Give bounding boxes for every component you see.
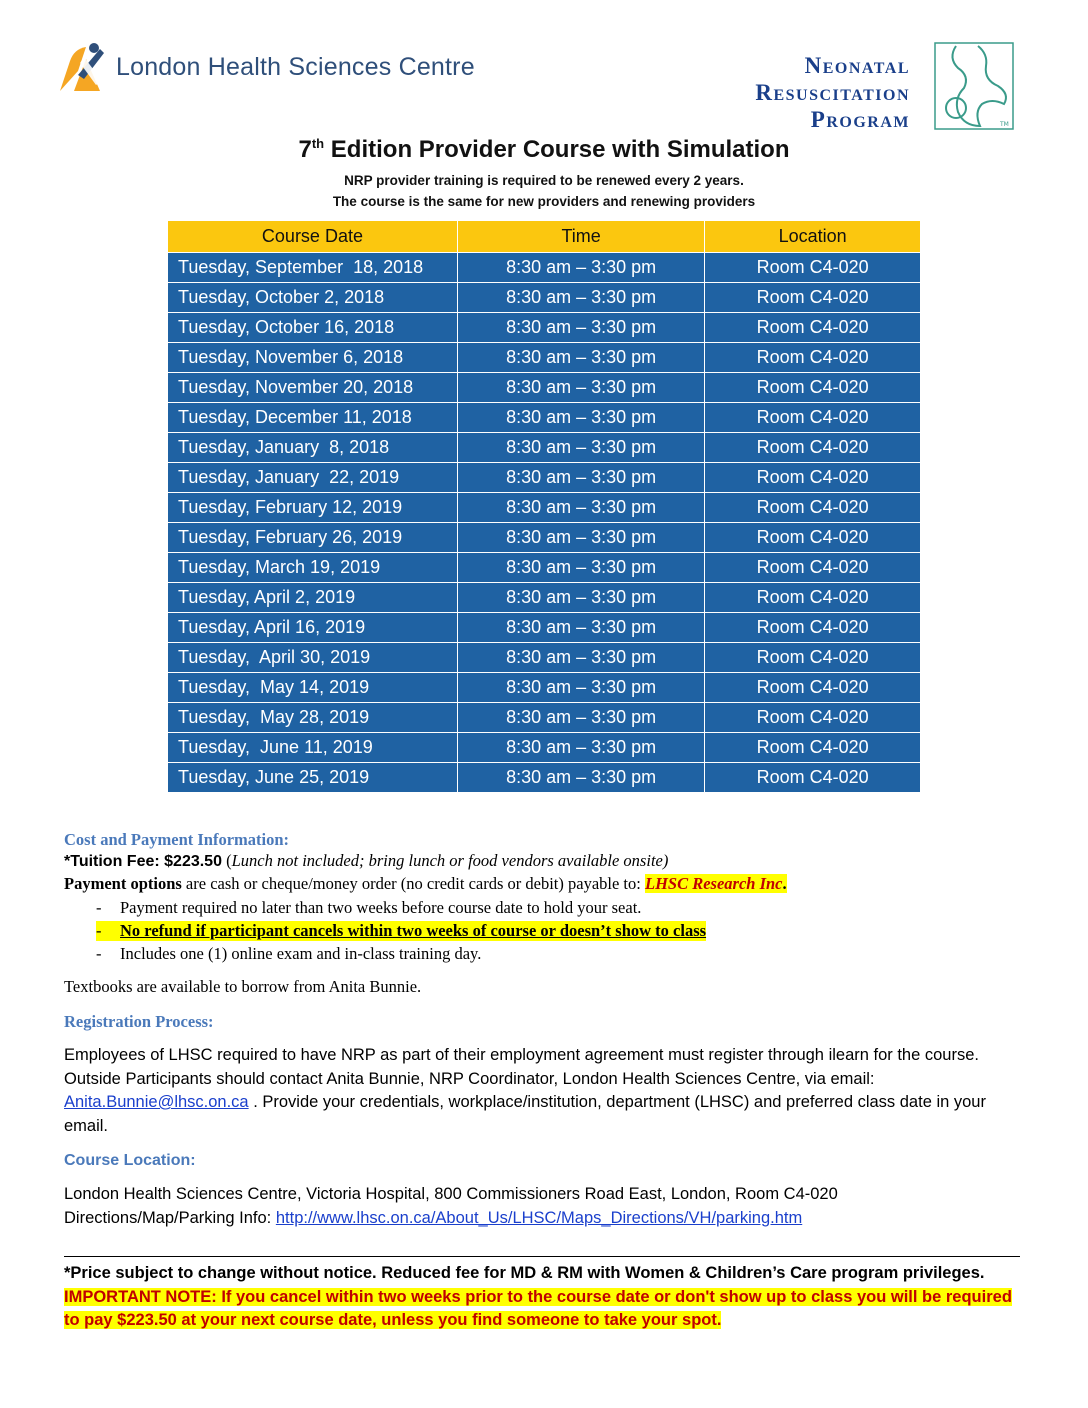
cell-time: 8:30 am – 3:30 pm bbox=[457, 673, 704, 703]
cell-location: Room C4-020 bbox=[705, 283, 921, 313]
cell-time: 8:30 am – 3:30 pm bbox=[457, 763, 704, 793]
location-heading: Course Location: bbox=[64, 1152, 196, 1169]
cell-course-date: Tuesday, February 12, 2019 bbox=[168, 493, 458, 523]
registration-text-1: Employees of LHSC required to have NRP as part of their employment agreement must register through ilearn for the course. Outside Participants should contact Anita Bunnie, NRP Coordinator, London Health Sciences Centre, via email: bbox=[64, 1046, 979, 1088]
cell-time: 8:30 am – 3:30 pm bbox=[457, 523, 704, 553]
cell-time: 8:30 am – 3:30 pm bbox=[457, 403, 704, 433]
cell-time: 8:30 am – 3:30 pm bbox=[457, 343, 704, 373]
table-row bbox=[168, 643, 921, 673]
cell-course-date: Tuesday, April 2, 2019 bbox=[168, 583, 458, 613]
cell-course-date: Tuesday, October 2, 2018 bbox=[168, 283, 458, 313]
directions-line bbox=[64, 1209, 802, 1228]
cell-location: Room C4-020 bbox=[705, 613, 921, 643]
lhsc-logo bbox=[56, 40, 476, 94]
cell-time: 8:30 am – 3:30 pm bbox=[457, 463, 704, 493]
table-row bbox=[168, 463, 921, 493]
table-row bbox=[168, 343, 921, 373]
tuition-note: Lunch not included; bring lunch or food vendors available onsite) bbox=[231, 851, 669, 870]
org-name: London Health Sciences Centre bbox=[116, 52, 475, 81]
table-row bbox=[168, 373, 921, 403]
cell-time: 8:30 am – 3:30 pm bbox=[457, 613, 704, 643]
course-schedule-table bbox=[167, 220, 921, 793]
cell-location: Room C4-020 bbox=[705, 643, 921, 673]
page-title bbox=[0, 136, 1088, 164]
cell-course-date: Tuesday, January 8, 2018 bbox=[168, 433, 458, 463]
cell-course-date: Tuesday, March 19, 2019 bbox=[168, 553, 458, 583]
column-header-time: Time bbox=[457, 221, 704, 253]
payment-options-label: Payment options bbox=[64, 874, 182, 893]
table-row bbox=[168, 403, 921, 433]
cell-course-date: Tuesday, June 25, 2019 bbox=[168, 763, 458, 793]
cell-location: Room C4-020 bbox=[705, 583, 921, 613]
location-address: London Health Sciences Centre, Victoria Hospital, 800 Commissioners Road East, London, Room C4-020 bbox=[64, 1185, 838, 1203]
nrp-program-name bbox=[702, 52, 910, 133]
cell-location: Room C4-020 bbox=[705, 373, 921, 403]
table-row bbox=[168, 253, 921, 283]
subtitle-renewal: NRP provider training is required to be renewed every 2 years. bbox=[344, 173, 744, 188]
cell-location: Room C4-020 bbox=[705, 403, 921, 433]
cell-location: Room C4-020 bbox=[705, 253, 921, 283]
cell-location: Room C4-020 bbox=[705, 313, 921, 343]
bullet-text-no-refund: No refund if participant cancels within two weeks of course or doesn’t show to class bbox=[120, 921, 707, 940]
payee-period: . bbox=[782, 874, 787, 893]
directions-link[interactable]: http://www.lhsc.on.ca/About_Us/LHSC/Maps_Directions/VH/parking.htm bbox=[275, 1209, 803, 1227]
svg-text:TM: TM bbox=[1000, 121, 1009, 128]
footer-divider bbox=[64, 1256, 1020, 1257]
column-header-location: Location bbox=[705, 221, 921, 253]
cell-location: Room C4-020 bbox=[705, 463, 921, 493]
table-row bbox=[168, 733, 921, 763]
footer-price-note: *Price subject to change without notice. Reduced fee for MD & RM with Women & Children’s Care program privileges. bbox=[64, 1264, 985, 1282]
cell-time: 8:30 am – 3:30 pm bbox=[457, 373, 704, 403]
cost-heading: Cost and Payment Information: bbox=[64, 830, 290, 849]
payee-name: LHSC Research Inc bbox=[644, 874, 783, 893]
cell-time: 8:30 am – 3:30 pm bbox=[457, 643, 704, 673]
directions-label: Directions/Map/Parking Info: bbox=[64, 1209, 276, 1227]
cell-time: 8:30 am – 3:30 pm bbox=[457, 553, 704, 583]
cell-course-date: Tuesday, September 18, 2018 bbox=[168, 253, 458, 283]
cell-location: Room C4-020 bbox=[705, 763, 921, 793]
table-row bbox=[168, 493, 921, 523]
cell-time: 8:30 am – 3:30 pm bbox=[457, 583, 704, 613]
cell-time: 8:30 am – 3:30 pm bbox=[457, 283, 704, 313]
table-header-row bbox=[168, 221, 921, 253]
cell-time: 8:30 am – 3:30 pm bbox=[457, 733, 704, 763]
coordinator-email-link[interactable]: Anita.Bunnie@lhsc.on.ca bbox=[64, 1093, 249, 1111]
list-item bbox=[96, 944, 481, 964]
cell-location: Room C4-020 bbox=[705, 553, 921, 583]
tuition-line bbox=[64, 851, 668, 871]
payment-options-text: are cash or cheque/money order (no credit cards or debit) payable to: bbox=[181, 874, 645, 893]
textbooks-note: Textbooks are available to borrow from Anita Bunnie. bbox=[64, 977, 422, 996]
table-row bbox=[168, 703, 921, 733]
cell-time: 8:30 am – 3:30 pm bbox=[457, 493, 704, 523]
title-text: Edition Provider Course with Simulation bbox=[324, 136, 790, 163]
lhsc-logo-icon bbox=[56, 41, 108, 93]
nrp-line-2: Resuscitation bbox=[755, 80, 910, 105]
table-row bbox=[168, 433, 921, 463]
cell-location: Room C4-020 bbox=[705, 433, 921, 463]
list-item bbox=[96, 898, 641, 918]
edition-suffix: th bbox=[311, 136, 325, 151]
footer-note bbox=[64, 1262, 1024, 1333]
cell-time: 8:30 am – 3:30 pm bbox=[457, 253, 704, 283]
table-row bbox=[168, 583, 921, 613]
cell-location: Room C4-020 bbox=[705, 673, 921, 703]
cell-course-date: Tuesday, December 11, 2018 bbox=[168, 403, 458, 433]
cell-location: Room C4-020 bbox=[705, 523, 921, 553]
registration-heading: Registration Process: bbox=[64, 1012, 214, 1031]
cell-time: 8:30 am – 3:30 pm bbox=[457, 313, 704, 343]
cell-course-date: Tuesday, April 30, 2019 bbox=[168, 643, 458, 673]
column-header-date: Course Date bbox=[168, 221, 458, 253]
cell-course-date: Tuesday, January 22, 2019 bbox=[168, 463, 458, 493]
registration-text bbox=[64, 1044, 1024, 1138]
cell-time: 8:30 am – 3:30 pm bbox=[457, 433, 704, 463]
tuition-open-paren: ( bbox=[221, 851, 232, 870]
bullet-dash: - bbox=[96, 921, 102, 940]
nrp-line-1: Neonatal bbox=[804, 53, 910, 78]
table-row bbox=[168, 313, 921, 343]
nrp-line-3: Program bbox=[810, 107, 910, 132]
nrp-logo-icon bbox=[934, 42, 1014, 130]
bullet-dash: - bbox=[96, 944, 102, 963]
cell-location: Room C4-020 bbox=[705, 733, 921, 763]
bullet-dash: - bbox=[96, 898, 102, 917]
cell-course-date: Tuesday, November 6, 2018 bbox=[168, 343, 458, 373]
cell-course-date: Tuesday, November 20, 2018 bbox=[168, 373, 458, 403]
subtitle-same-course: The course is the same for new providers and renewing providers bbox=[332, 194, 756, 209]
edition-number: 7 bbox=[298, 136, 312, 163]
table-row bbox=[168, 523, 921, 553]
cell-course-date: Tuesday, October 16, 2018 bbox=[168, 313, 458, 343]
table-row bbox=[168, 613, 921, 643]
table-row bbox=[168, 553, 921, 583]
table-row bbox=[168, 283, 921, 313]
cell-location: Room C4-020 bbox=[705, 343, 921, 373]
table-row bbox=[168, 763, 921, 793]
registration-text-2: . Provide your credentials, workplace/institution, department (LHSC) and preferred class date in your email. bbox=[64, 1093, 986, 1135]
payment-options-line bbox=[64, 874, 787, 894]
cell-location: Room C4-020 bbox=[705, 493, 921, 523]
cell-course-date: Tuesday, February 26, 2019 bbox=[168, 523, 458, 553]
table-row bbox=[168, 673, 921, 703]
bullet-text: Includes one (1) online exam and in-class training day. bbox=[120, 944, 482, 963]
cell-course-date: Tuesday, April 16, 2019 bbox=[168, 613, 458, 643]
cell-course-date: Tuesday, June 11, 2019 bbox=[168, 733, 458, 763]
cell-course-date: Tuesday, May 14, 2019 bbox=[168, 673, 458, 703]
cell-location: Room C4-020 bbox=[705, 703, 921, 733]
cell-time: 8:30 am – 3:30 pm bbox=[457, 703, 704, 733]
list-item bbox=[96, 921, 706, 941]
important-note: IMPORTANT NOTE: If you cancel within two weeks prior to the course date or don't show up to class you will be required to pay $223.50 at your next course date, unless you find someone to take your spot. bbox=[64, 1287, 1012, 1329]
cell-course-date: Tuesday, May 28, 2019 bbox=[168, 703, 458, 733]
tuition-fee: *Tuition Fee: $223.50 bbox=[64, 853, 222, 870]
bullet-text: Payment required no later than two weeks before course date to hold your seat. bbox=[120, 898, 642, 917]
